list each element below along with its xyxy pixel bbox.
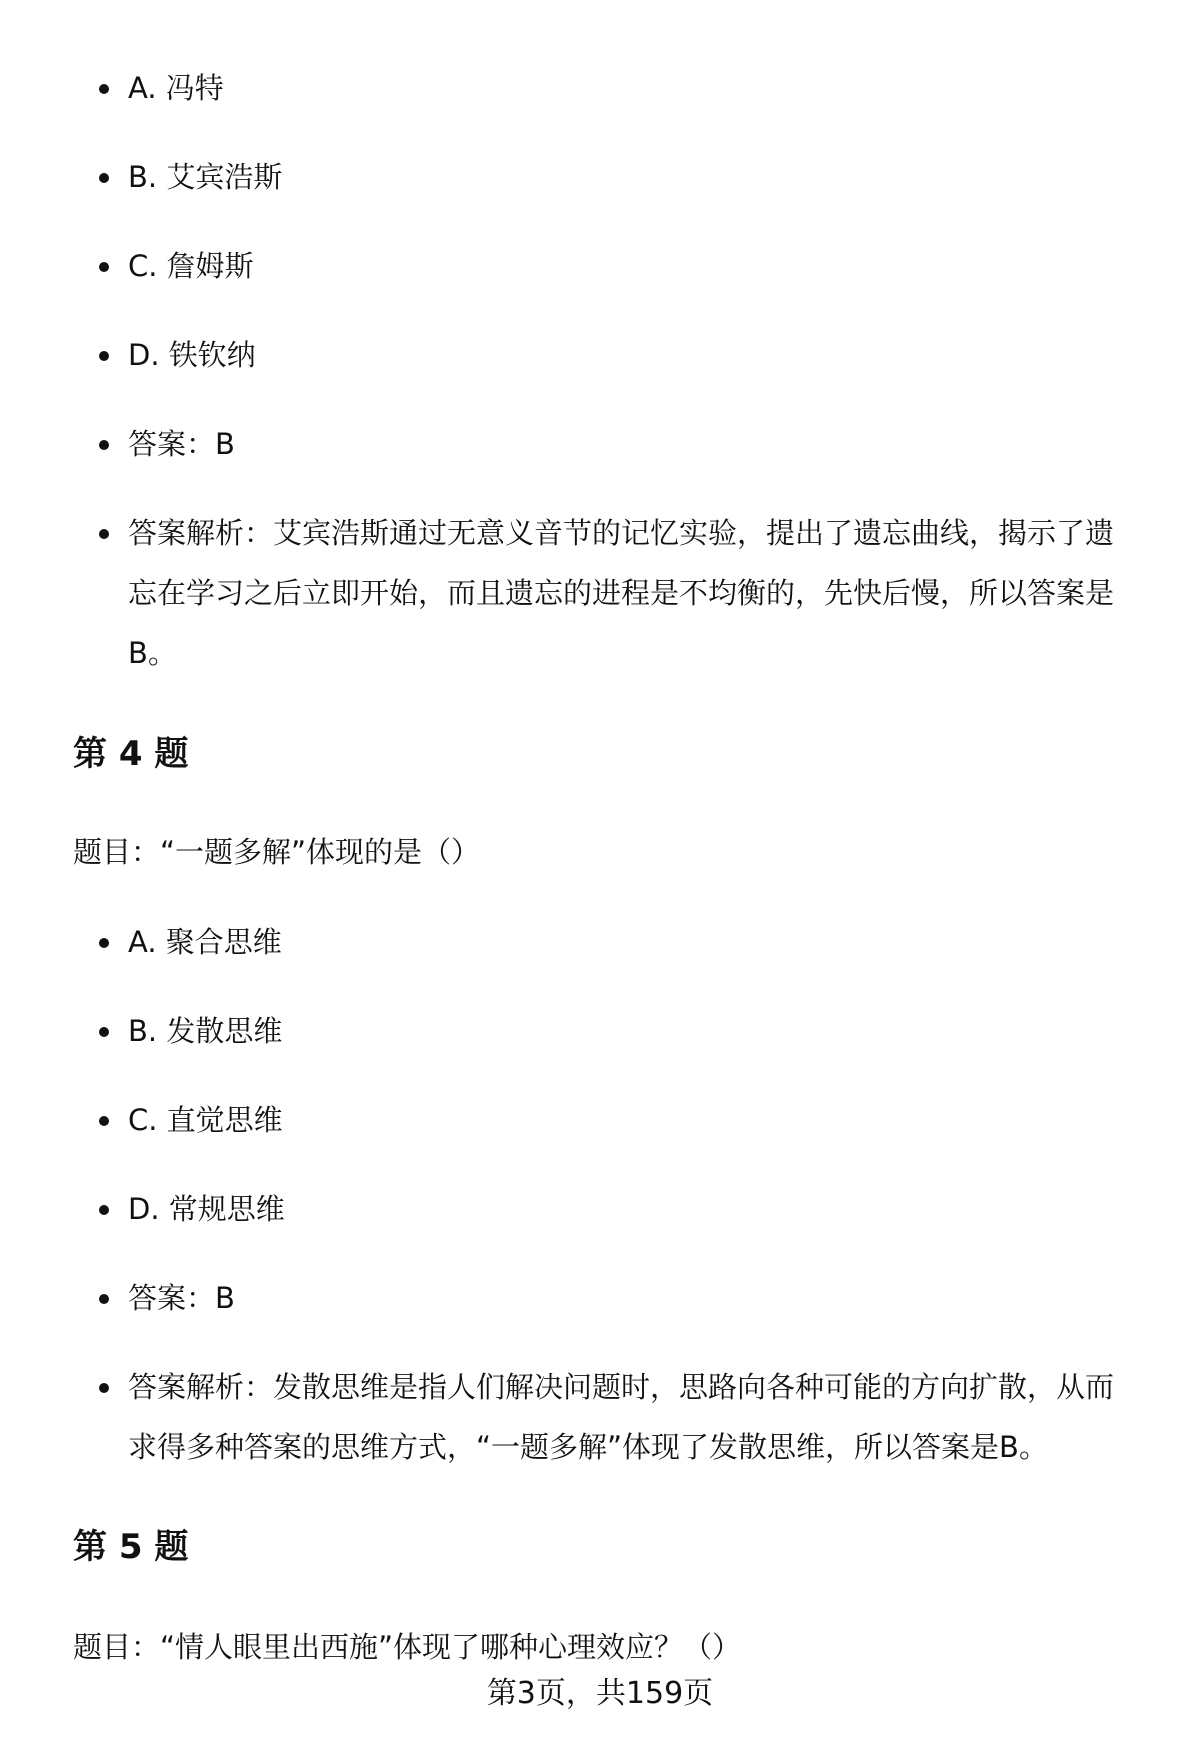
- q4-block: [0, 912, 1138, 1477]
- q3-option-b: B. 艾宾浩斯: [73, 147, 1138, 207]
- q3-answer: 答案：B: [73, 414, 1138, 474]
- q3-explanation: 答案解析：艾宾浩斯通过无意义音节的记忆实验，提出了遗忘曲线，揭示了遗忘在学习之后立即开始，而且遗忘的进程是不均衡的，先快后慢，所以答案是B。: [73, 503, 1138, 683]
- bullet-icon: [99, 84, 109, 94]
- q4-option-b: B. 发散思维: [73, 1001, 1138, 1061]
- bullet-icon: [99, 173, 109, 183]
- bullet-icon: [99, 1383, 109, 1393]
- q3-option-a: A. 冯特: [73, 58, 1138, 118]
- bullet-icon: [99, 262, 109, 272]
- q4-option-list: [0, 912, 1138, 1477]
- bullet-icon: [99, 529, 109, 539]
- q4-heading: 第 4 题: [73, 734, 189, 774]
- q5-question: 题目：“情人眼里出西施”体现了哪种心理效应？（）: [73, 1630, 742, 1664]
- bullet-icon: [99, 1205, 109, 1215]
- bullet-icon: [99, 1027, 109, 1037]
- page-footer: 第3页，共159页: [486, 1676, 714, 1711]
- bullet-icon: [99, 351, 109, 361]
- q3-block: [0, 58, 1138, 683]
- q4-question: 题目：“一题多解”体现的是（）: [73, 835, 481, 869]
- q4-answer: 答案：B: [73, 1268, 1138, 1328]
- bullet-icon: [99, 440, 109, 450]
- bullet-icon: [99, 1294, 109, 1304]
- q3-option-list: [0, 58, 1138, 683]
- bullet-icon: [99, 1116, 109, 1126]
- q4-option-a: A. 聚合思维: [73, 912, 1138, 972]
- q4-option-c: C. 直觉思维: [73, 1090, 1138, 1150]
- q4-option-d: D. 常规思维: [73, 1179, 1138, 1239]
- q4-explanation: 答案解析：发散思维是指人们解决问题时，思路向各种可能的方向扩散，从而求得多种答案的思维方式，“一题多解”体现了发散思维，所以答案是B。: [73, 1357, 1138, 1477]
- bullet-icon: [99, 938, 109, 948]
- q3-option-c: C. 詹姆斯: [73, 236, 1138, 296]
- q3-option-d: D. 铁钦纳: [73, 325, 1138, 385]
- q5-heading: 第 5 题: [73, 1527, 189, 1567]
